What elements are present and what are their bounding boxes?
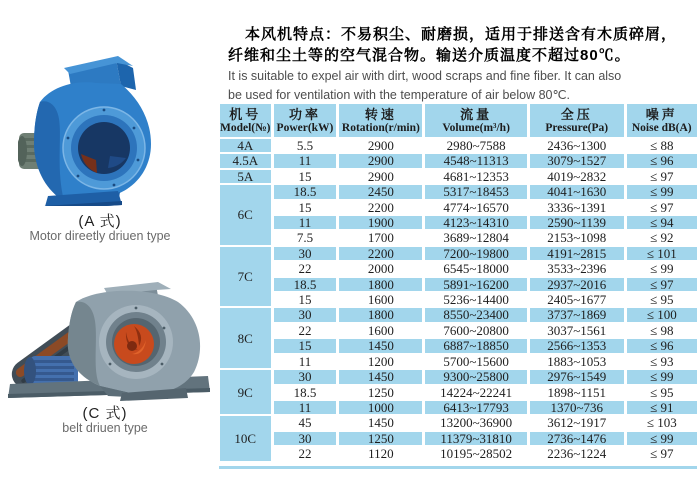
header-row (220, 104, 697, 137)
spec-cell: 2236~1224 (530, 447, 624, 460)
model-cell: 9C (220, 370, 271, 414)
spec-cell: 4041~1630 (530, 185, 624, 198)
spec-cell: 1883~1053 (530, 355, 624, 368)
blower-c-image (4, 280, 216, 402)
spec-cell: 2900 (339, 139, 422, 152)
spec-cell: 30 (274, 432, 337, 445)
spec-cell: 6887~18850 (425, 339, 527, 352)
intro-en-line1: It is suitable to expel air with dirt, wood scraps and fine fiber. It can also (228, 69, 622, 83)
spec-cell: 1800 (339, 278, 422, 291)
spec-cell: 9300~25800 (425, 370, 527, 383)
spec-cell: 5.5 (274, 139, 337, 152)
table-row (220, 139, 697, 152)
spec-cell: 7.5 (274, 231, 337, 244)
spec-cell: 18.5 (274, 386, 337, 399)
spec-cell: 2900 (339, 170, 422, 183)
spec-cell: 2450 (339, 185, 422, 198)
spec-cell: ≤ 95 (627, 293, 697, 306)
spec-cell: 4123~14310 (425, 216, 527, 229)
col-header-en: Rotation(r/min) (341, 121, 420, 134)
col-header-zh: 噪声 (645, 106, 678, 122)
col-header-en: Pressure(Pa) (545, 121, 609, 134)
spec-cell: 6413~17793 (425, 401, 527, 414)
spec-cell: 4681~12353 (425, 170, 527, 183)
spec-cell: 5700~15600 (425, 355, 527, 368)
spec-cell: 4191~2815 (530, 247, 624, 260)
spec-cell: 2000 (339, 262, 422, 275)
figure-c-caption: belt driuen type (62, 421, 148, 435)
spec-cell: 22 (274, 447, 337, 460)
spec-table (217, 102, 700, 463)
spec-cell: 3689~12804 (425, 231, 527, 244)
spec-cell: 1250 (339, 386, 422, 399)
table-row (220, 432, 697, 445)
spec-cell: 1700 (339, 231, 422, 244)
table-row (220, 247, 697, 260)
spec-cell: ≤ 92 (627, 231, 697, 244)
spec-cell: 1200 (339, 355, 422, 368)
col-header-en: Model(№) (220, 121, 271, 134)
spec-cell: 14224~22241 (425, 386, 527, 399)
spec-cell: 3737~1869 (530, 308, 624, 321)
spec-cell: 45 (274, 416, 337, 429)
spec-cell: 3037~1561 (530, 324, 624, 337)
spec-cell: 11379~31810 (425, 432, 527, 445)
spec-cell: ≤ 101 (627, 247, 697, 260)
table-row (220, 154, 697, 167)
spec-cell: 1450 (339, 370, 422, 383)
spec-cell: 4548~11313 (425, 154, 527, 167)
spec-cell: ≤ 100 (627, 308, 697, 321)
spec-cell: 18.5 (274, 278, 337, 291)
spec-cell: ≤ 88 (627, 139, 697, 152)
spec-cell: 7600~20800 (425, 324, 527, 337)
figure-c-label: (C 式) (82, 405, 128, 422)
col-header-0 (220, 104, 271, 137)
spec-cell: ≤ 98 (627, 324, 697, 337)
spec-cell: 3533~2396 (530, 262, 624, 275)
spec-cell: 15 (274, 293, 337, 306)
spec-cell: 1250 (339, 432, 422, 445)
model-cell: 10C (220, 416, 271, 460)
table-row (220, 170, 697, 183)
spec-cell: 1898~1151 (530, 386, 624, 399)
spec-cell: ≤ 96 (627, 339, 697, 352)
intro-en-line2: be used for ventilation with the temperature of air below 80℃. (228, 88, 571, 102)
spec-cell: 5317~18453 (425, 185, 527, 198)
col-header-en: Power(kW) (276, 121, 334, 134)
spec-cell: 1450 (339, 339, 422, 352)
col-header-zh: 机号 (229, 106, 262, 122)
col-header-zh: 流量 (460, 106, 493, 122)
spec-cell: 3079~1527 (530, 154, 624, 167)
table-bottom-bar (219, 466, 697, 469)
spec-cell: 1370~736 (530, 401, 624, 414)
spec-cell: 15 (274, 201, 337, 214)
blower-a-image (18, 56, 160, 206)
model-cell: 6C (220, 185, 271, 245)
table-row (220, 355, 697, 368)
table-row (220, 231, 697, 244)
spec-cell: 2590~1139 (530, 216, 624, 229)
spec-cell: ≤ 99 (627, 370, 697, 383)
spec-cell: 13200~36900 (425, 416, 527, 429)
table-row (220, 308, 697, 321)
spec-cell: 5236~14400 (425, 293, 527, 306)
table-row (220, 216, 697, 229)
spec-cell: 15 (274, 339, 337, 352)
spec-cell: 2436~1300 (530, 139, 624, 152)
spec-cell: ≤ 96 (627, 154, 697, 167)
spec-cell: ≤ 93 (627, 355, 697, 368)
spec-cell: 1800 (339, 308, 422, 321)
spec-cell: 30 (274, 308, 337, 321)
spec-cell: ≤ 97 (627, 170, 697, 183)
spec-cell: 4774~16570 (425, 201, 527, 214)
table-row (220, 401, 697, 414)
col-header-5 (627, 104, 697, 137)
spec-cell: 18.5 (274, 185, 337, 198)
spec-cell: 2566~1353 (530, 339, 624, 352)
spec-cell: 1600 (339, 293, 422, 306)
spec-cell: 30 (274, 370, 337, 383)
spec-cell: ≤ 97 (627, 278, 697, 291)
spec-cell: 7200~19800 (425, 247, 527, 260)
spec-cell: 10195~28502 (425, 447, 527, 460)
spec-cell: 1600 (339, 324, 422, 337)
spec-cell: 1450 (339, 416, 422, 429)
spec-cell: 2980~7588 (425, 139, 527, 152)
spec-cell: ≤ 97 (627, 447, 697, 460)
col-header-zh: 全压 (560, 106, 593, 122)
spec-cell: 2200 (339, 247, 422, 260)
spec-cell: 1120 (339, 447, 422, 460)
spec-cell: 2736~1476 (530, 432, 624, 445)
spec-cell: 11 (274, 154, 337, 167)
spec-cell: 11 (274, 401, 337, 414)
col-header-en: Volume(m³/h) (442, 121, 510, 134)
table-row (220, 339, 697, 352)
spec-cell: 2405~1677 (530, 293, 624, 306)
spec-cell: ≤ 103 (627, 416, 697, 429)
spec-cell: 3612~1917 (530, 416, 624, 429)
spec-cell: 1900 (339, 216, 422, 229)
spec-cell: 6545~18000 (425, 262, 527, 275)
inlet-ring (99, 305, 173, 379)
spec-cell: 22 (274, 262, 337, 275)
table-row (220, 293, 697, 306)
figure-a-label: (A 式) (78, 213, 122, 230)
spec-cell: 3336~1391 (530, 201, 624, 214)
spec-cell: ≤ 99 (627, 185, 697, 198)
spec-cell: 11 (274, 355, 337, 368)
model-cell: 4.5A (220, 154, 271, 167)
table-row (220, 370, 697, 383)
col-header-zh: 功率 (288, 106, 321, 122)
table-row (220, 201, 697, 214)
model-cell: 4A (220, 139, 271, 152)
spec-cell: ≤ 97 (627, 201, 697, 214)
spec-cell: 11 (274, 216, 337, 229)
spec-cell: ≤ 99 (627, 432, 697, 445)
model-cell: 8C (220, 308, 271, 368)
table-row (220, 324, 697, 337)
table-row (220, 185, 697, 198)
spec-cell: 22 (274, 324, 337, 337)
spec-cell: 8550~23400 (425, 308, 527, 321)
intro-zh-line1: 本风机特点：不易积尘、耐磨损，适用于排送含有木质碎屑， (245, 26, 678, 43)
spec-cell: 2153~1098 (530, 231, 624, 244)
table-row (220, 386, 697, 399)
intro-text (228, 24, 696, 104)
spec-cell: ≤ 99 (627, 262, 697, 275)
table-row (220, 262, 697, 275)
spec-cell: 15 (274, 170, 337, 183)
spec-table-body (220, 139, 697, 461)
col-header-3 (425, 104, 527, 137)
spec-cell: 1000 (339, 401, 422, 414)
spec-cell: ≤ 91 (627, 401, 697, 414)
spec-table-head (220, 104, 697, 137)
col-header-en: Noise dB(A) (631, 121, 692, 134)
spec-cell: 2200 (339, 201, 422, 214)
spec-cell: 2937~2016 (530, 278, 624, 291)
table-row (220, 447, 697, 460)
spec-cell: ≤ 95 (627, 386, 697, 399)
col-header-zh: 转速 (364, 106, 397, 122)
inlet-ring (63, 107, 145, 189)
spec-cell: 30 (274, 247, 337, 260)
col-header-2 (339, 104, 422, 137)
model-cell: 5A (220, 170, 271, 183)
col-header-1 (274, 104, 337, 137)
intro-zh-line2: 纤维和尘土等的空气混合物。输送介质温度不超过80℃。 (228, 47, 631, 64)
spec-cell: 2976~1549 (530, 370, 624, 383)
table-row (220, 278, 697, 291)
figure-a-caption: Motor direetly driuen type (29, 229, 171, 243)
col-header-4 (530, 104, 624, 137)
spec-cell: 4019~2832 (530, 170, 624, 183)
spec-cell: 5891~16200 (425, 278, 527, 291)
spec-cell: 2900 (339, 154, 422, 167)
spec-cell: ≤ 94 (627, 216, 697, 229)
table-row (220, 416, 697, 429)
model-cell: 7C (220, 247, 271, 307)
